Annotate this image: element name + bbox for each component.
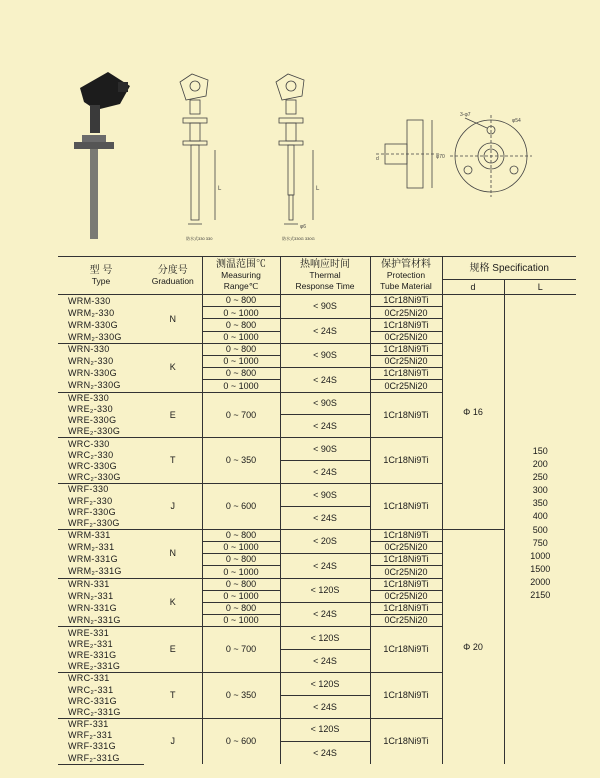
graduation-cell: E	[144, 627, 202, 673]
material-cell: 0Cr25Ni20	[370, 590, 442, 602]
material-cell: 1Cr18Ni9Ti	[370, 392, 442, 438]
length-value: 350	[532, 498, 548, 509]
header-response: 热响应时间 Thermal Response Time	[280, 257, 370, 295]
material-cell: 1Cr18Ni9Ti	[370, 368, 442, 380]
response-cell: < 20S	[280, 529, 370, 553]
type-cell: WRE-330	[58, 392, 144, 404]
drawing-330	[180, 74, 215, 224]
drawing-330g-phi: φ6	[300, 224, 307, 230]
type-cell: WRF₂-331G	[58, 752, 144, 764]
response-cell: < 24S	[280, 650, 370, 673]
header-d: d	[442, 280, 504, 295]
length-value: 2150	[530, 590, 551, 601]
type-cell: WRN₂-330	[68, 356, 114, 367]
type-cell: WRF-331	[58, 718, 144, 730]
length-value: 200	[532, 459, 548, 470]
range-cell: 0 ~ 1000	[202, 615, 280, 627]
graduation-cell: J	[144, 484, 202, 530]
specification-table	[58, 256, 576, 765]
response-cell: < 24S	[280, 741, 370, 764]
graduation-cell: T	[144, 673, 202, 719]
type-cell: WRN-331	[58, 578, 144, 590]
material-cell: 0Cr25Ni20	[370, 380, 442, 392]
thermocouple-photo	[74, 72, 130, 239]
length-value: 1000	[530, 550, 551, 561]
response-cell: < 90S	[280, 484, 370, 507]
range-cell: 0 ~ 350	[202, 438, 280, 484]
flange-hole-label: 3-φ7	[460, 112, 471, 118]
table-body	[58, 295, 576, 765]
material-cell: 1Cr18Ni9Ti	[370, 673, 442, 719]
drawing-330g	[276, 74, 313, 224]
type-cell: WRM₂-331G	[68, 566, 122, 577]
length-value: 500	[532, 524, 548, 535]
range-cell: 0 ~ 700	[202, 392, 280, 438]
range-cell: 0 ~ 1000	[202, 541, 280, 553]
range-cell: 0 ~ 350	[202, 673, 280, 719]
response-cell: < 120S	[280, 627, 370, 650]
type-cell: WRM-331G	[68, 554, 118, 565]
flange-side-d: d	[376, 156, 379, 162]
type-cell: WRN-330	[58, 343, 144, 355]
response-cell: < 24S	[280, 319, 370, 343]
response-cell: < 120S	[280, 578, 370, 602]
type-cell: WRE₂-330	[68, 404, 113, 415]
type-cell: WRM-330G	[68, 319, 118, 330]
response-cell: < 24S	[280, 602, 370, 626]
length-value: 750	[532, 537, 548, 548]
header-material: 保护管材料 Protection Tube Material	[370, 257, 442, 295]
product-drawings	[0, 0, 600, 250]
material-cell: 1Cr18Ni9Ti	[370, 554, 442, 566]
response-cell: < 24S	[280, 695, 370, 718]
range-cell: 0 ~ 800	[202, 529, 280, 541]
header-graduation: 分度号 Graduation	[144, 257, 202, 295]
flange-front-view	[450, 115, 532, 197]
length-value: 150	[532, 446, 548, 456]
graduation-cell: N	[144, 295, 202, 344]
type-cell: WRN-331G	[68, 603, 117, 614]
range-cell: 0 ~ 600	[202, 484, 280, 530]
type-cell: WRF-331G	[68, 741, 116, 752]
material-cell: 0Cr25Ni20	[370, 331, 442, 343]
type-cell: WRF-330	[58, 484, 144, 496]
type-cell: WRF-330G	[68, 506, 116, 517]
drawing-330-L: L	[218, 186, 222, 192]
drawing-330g-caption: 防水式330G 330G	[282, 236, 315, 241]
range-cell: 0 ~ 800	[202, 343, 280, 355]
range-cell: 0 ~ 800	[202, 602, 280, 614]
material-cell: 0Cr25Ni20	[370, 355, 442, 367]
response-cell: < 90S	[280, 343, 370, 367]
diameter-cell: Φ 16	[442, 295, 504, 530]
graduation-cell: T	[144, 438, 202, 484]
length-value: 300	[532, 485, 548, 496]
length-cell	[504, 295, 576, 765]
range-cell: 0 ~ 700	[202, 627, 280, 673]
material-cell: 1Cr18Ni9Ti	[370, 295, 442, 307]
range-cell: 0 ~ 800	[202, 319, 280, 331]
type-cell: WRE₂-331	[68, 638, 113, 649]
type-cell: WRM-330	[58, 295, 144, 307]
material-cell: 0Cr25Ni20	[370, 541, 442, 553]
diameter-cell: Φ 20	[442, 529, 504, 764]
drawing-330-caption: 防水式330 330	[186, 236, 213, 241]
material-cell: 1Cr18Ni9Ti	[370, 319, 442, 331]
response-cell: < 24S	[280, 415, 370, 438]
table-row	[58, 529, 576, 541]
type-cell: WRE₂-331G	[68, 661, 121, 672]
range-cell: 0 ~ 1000	[202, 355, 280, 367]
type-cell: WRM-331	[58, 529, 144, 541]
spec-table	[58, 256, 576, 765]
type-cell: WRN₂-330G	[68, 380, 121, 391]
type-cell: WRN₂-331	[68, 591, 114, 602]
length-value: 400	[532, 511, 548, 522]
header-spec: 规格 Specification	[442, 257, 576, 280]
range-cell: 0 ~ 800	[202, 295, 280, 307]
graduation-cell: J	[144, 718, 202, 764]
table-row	[58, 295, 576, 307]
type-cell: WRF₂-330G	[68, 517, 120, 528]
length-value: 2000	[530, 576, 551, 587]
length-value: 250	[532, 472, 548, 483]
type-cell: WRC₂-331	[68, 684, 114, 695]
type-cell: WRM₂-330G	[68, 331, 122, 342]
material-cell: 1Cr18Ni9Ti	[370, 627, 442, 673]
range-cell: 0 ~ 1000	[202, 307, 280, 319]
type-cell: WRN-330G	[68, 368, 117, 379]
range-cell: 0 ~ 1000	[202, 590, 280, 602]
range-cell: 0 ~ 600	[202, 718, 280, 764]
header-range: 测温范围℃ Measuring Range℃	[202, 257, 280, 295]
material-cell: 1Cr18Ni9Ti	[370, 484, 442, 530]
response-cell: < 24S	[280, 461, 370, 484]
type-cell: WRC₂-330	[68, 449, 114, 460]
response-cell: < 90S	[280, 295, 370, 319]
graduation-cell: N	[144, 529, 202, 578]
response-cell: < 90S	[280, 438, 370, 461]
type-cell: WRF₂-330	[68, 495, 113, 506]
type-cell: WRN₂-331G	[68, 615, 121, 626]
material-cell: 1Cr18Ni9Ti	[370, 718, 442, 764]
material-cell: 0Cr25Ni20	[370, 615, 442, 627]
length-value: 1500	[530, 563, 551, 574]
type-cell: WRM₂-330	[68, 307, 115, 318]
type-cell: WRC-331	[58, 673, 144, 685]
range-cell: 0 ~ 800	[202, 554, 280, 566]
flange-od-label: φ54	[512, 118, 521, 124]
material-cell: 1Cr18Ni9Ti	[370, 602, 442, 614]
material-cell: 0Cr25Ni20	[370, 566, 442, 578]
type-cell: WRE-331G	[68, 649, 117, 660]
response-cell: < 120S	[280, 718, 370, 741]
type-cell: WRC-330G	[68, 460, 117, 471]
response-cell: < 90S	[280, 392, 370, 415]
drawing-330g-L: L	[316, 186, 320, 192]
range-cell: 0 ~ 800	[202, 368, 280, 380]
response-cell: < 120S	[280, 673, 370, 696]
graduation-cell: K	[144, 343, 202, 392]
range-cell: 0 ~ 800	[202, 578, 280, 590]
type-cell: WRC₂-330G	[68, 472, 121, 483]
type-cell: WRC₂-331G	[68, 706, 121, 717]
header-type: 型 号 Type	[58, 257, 144, 295]
material-cell: 0Cr25Ni20	[370, 307, 442, 319]
header-L: L	[504, 280, 576, 295]
response-cell: < 24S	[280, 368, 370, 392]
graduation-cell: K	[144, 578, 202, 627]
type-cell: WRC-330	[58, 438, 144, 450]
type-cell: WRF₂-331	[68, 730, 113, 741]
flange-d-label: φ70	[436, 154, 445, 160]
type-cell: WRE-331	[58, 627, 144, 639]
type-cell: WRE-330G	[68, 415, 117, 426]
graduation-cell: E	[144, 392, 202, 438]
response-cell: < 24S	[280, 554, 370, 578]
material-cell: 1Cr18Ni9Ti	[370, 578, 442, 590]
range-cell: 0 ~ 1000	[202, 566, 280, 578]
type-cell: WRM₂-331	[68, 542, 115, 553]
material-cell: 1Cr18Ni9Ti	[370, 343, 442, 355]
type-cell: WRC-331G	[68, 695, 117, 706]
response-cell: < 24S	[280, 506, 370, 529]
material-cell: 1Cr18Ni9Ti	[370, 529, 442, 541]
material-cell: 1Cr18Ni9Ti	[370, 438, 442, 484]
range-cell: 0 ~ 1000	[202, 331, 280, 343]
flange-side-view	[376, 120, 440, 188]
type-cell: WRE₂-330G	[68, 426, 121, 437]
range-cell: 0 ~ 1000	[202, 380, 280, 392]
